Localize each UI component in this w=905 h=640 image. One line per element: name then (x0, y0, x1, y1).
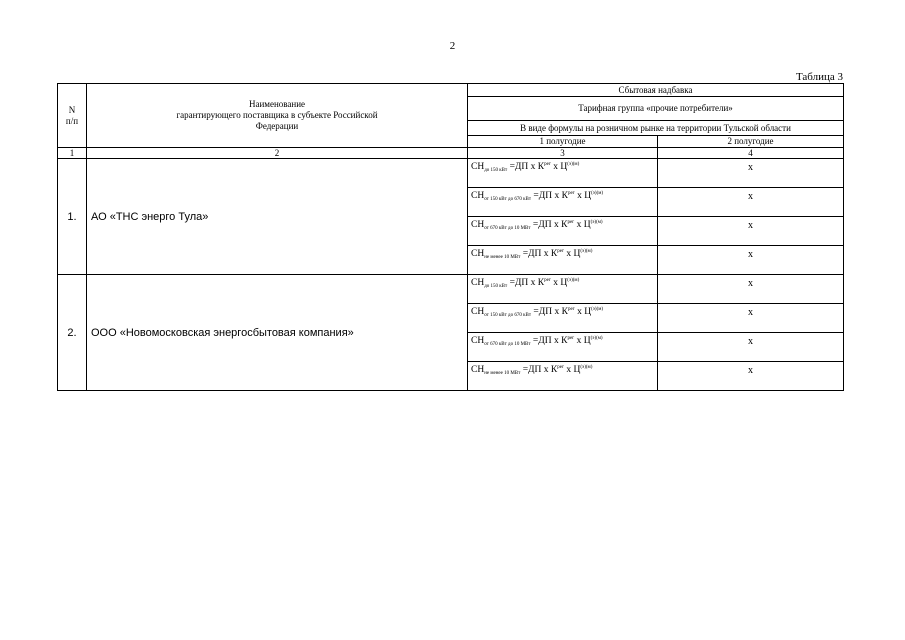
formula-middle: =ДП х К (507, 278, 545, 288)
half2-value: х (658, 275, 844, 304)
half2-value: х (658, 217, 844, 246)
formula-middle: х Ц (564, 365, 581, 375)
half2-value: х (658, 333, 844, 362)
formula-lhs: СН (471, 220, 485, 230)
formula-middle: х Ц (574, 307, 592, 317)
formula-lhs: СН (471, 307, 485, 317)
formula-cell (468, 304, 658, 333)
formula-cell (468, 188, 658, 217)
header-tariff-group: Тарифная группа «прочие потребители» (468, 97, 844, 121)
half2-value: х (658, 188, 844, 217)
header-formula-type: В виде формулы на розничном рынке на территории Тульской области (468, 121, 844, 136)
header-sales-markup: Сбытовая надбавка (468, 84, 844, 97)
formula-cell (468, 217, 658, 246)
column-index-2: 2 (87, 148, 468, 159)
column-index-1: 1 (58, 148, 87, 159)
header-num: N п/п (58, 84, 87, 148)
formula-lhs: СН (471, 162, 485, 172)
formula-middle: х Ц (574, 191, 592, 201)
formula-middle: х Ц (564, 249, 581, 259)
supplier-name: АО «ТНС энерго Тула» (87, 159, 468, 275)
formula-lhs: СН (471, 191, 485, 201)
formula-subscript: до 150 кВт (484, 284, 508, 289)
formula-superscript: рег (557, 365, 565, 370)
formula-middle: х Ц (550, 278, 568, 288)
formula-superscript: рег (544, 162, 551, 167)
formula-middle: =ДП х К (520, 249, 558, 259)
formula-superscript: (э)(м) (590, 220, 603, 225)
formula-superscript: рег (567, 220, 575, 225)
page-number: 2 (449, 40, 456, 52)
formula-middle: =ДП х К (531, 191, 568, 201)
formula-middle: =ДП х К (530, 336, 568, 346)
table-row (58, 275, 844, 304)
formula-superscript: (э)(м) (591, 307, 604, 312)
formula-middle: =ДП х К (531, 307, 568, 317)
header-half1: 1 полугодие (468, 136, 658, 148)
formula-superscript: (э)(м) (567, 162, 580, 167)
supplier-name: ООО «Новомосковская энергосбытовая компания» (87, 275, 468, 391)
formula-superscript: рег (567, 191, 575, 196)
formula-middle: =ДП х К (530, 220, 568, 230)
half2-value: х (658, 362, 844, 391)
formula-middle: =ДП х К (520, 365, 558, 375)
formula-middle: х Ц (550, 162, 568, 172)
half2-value: х (658, 246, 844, 275)
row-number: 1. (58, 159, 87, 275)
formula-cell (468, 362, 658, 391)
half2-value: х (658, 304, 844, 333)
formula-superscript: рег (567, 307, 575, 312)
formula-cell (468, 159, 658, 188)
formula-lhs: СН (471, 278, 485, 288)
formula-superscript: (э)(м) (567, 278, 580, 283)
formula-middle: х Ц (574, 336, 591, 346)
formula-middle: =ДП х К (507, 162, 545, 172)
formula-subscript: не менее 10 МВт (484, 371, 521, 376)
column-index-4: 4 (658, 148, 844, 159)
formula-lhs: СН (471, 249, 485, 259)
formula-superscript: (э)(м) (580, 365, 593, 370)
formula-superscript: (э)(м) (590, 336, 603, 341)
formula-subscript: от 150 кВт до 670 кВт (484, 313, 532, 318)
formula-cell (468, 246, 658, 275)
formula-lhs: СН (471, 365, 485, 375)
formula-subscript: от 670 кВт до 10 МВт (484, 342, 531, 347)
formula-lhs: СН (471, 336, 485, 346)
sales-markup-table (57, 83, 844, 391)
formula-superscript: рег (544, 278, 551, 283)
table-row (58, 159, 844, 188)
column-index-3: 3 (468, 148, 658, 159)
formula-cell (468, 275, 658, 304)
formula-middle: х Ц (574, 220, 591, 230)
header-name: Наименование гарантирующего поставщика в субъекте Российской Федерации (87, 84, 468, 148)
half2-value: х (658, 159, 844, 188)
formula-subscript: от 150 кВт до 670 кВт (484, 197, 532, 202)
header-half2: 2 полугодие (658, 136, 844, 148)
table-label: Таблица 3 (795, 71, 843, 83)
formula-subscript: не менее 10 МВт (484, 255, 521, 260)
formula-superscript: рег (567, 336, 575, 341)
formula-superscript: (э)(м) (591, 191, 604, 196)
formula-subscript: от 670 кВт до 10 МВт (484, 226, 531, 231)
formula-cell (468, 333, 658, 362)
formula-subscript: до 150 кВт (484, 168, 508, 173)
row-number: 2. (58, 275, 87, 391)
formula-superscript: рег (557, 249, 565, 254)
formula-superscript: (э)(м) (580, 249, 593, 254)
